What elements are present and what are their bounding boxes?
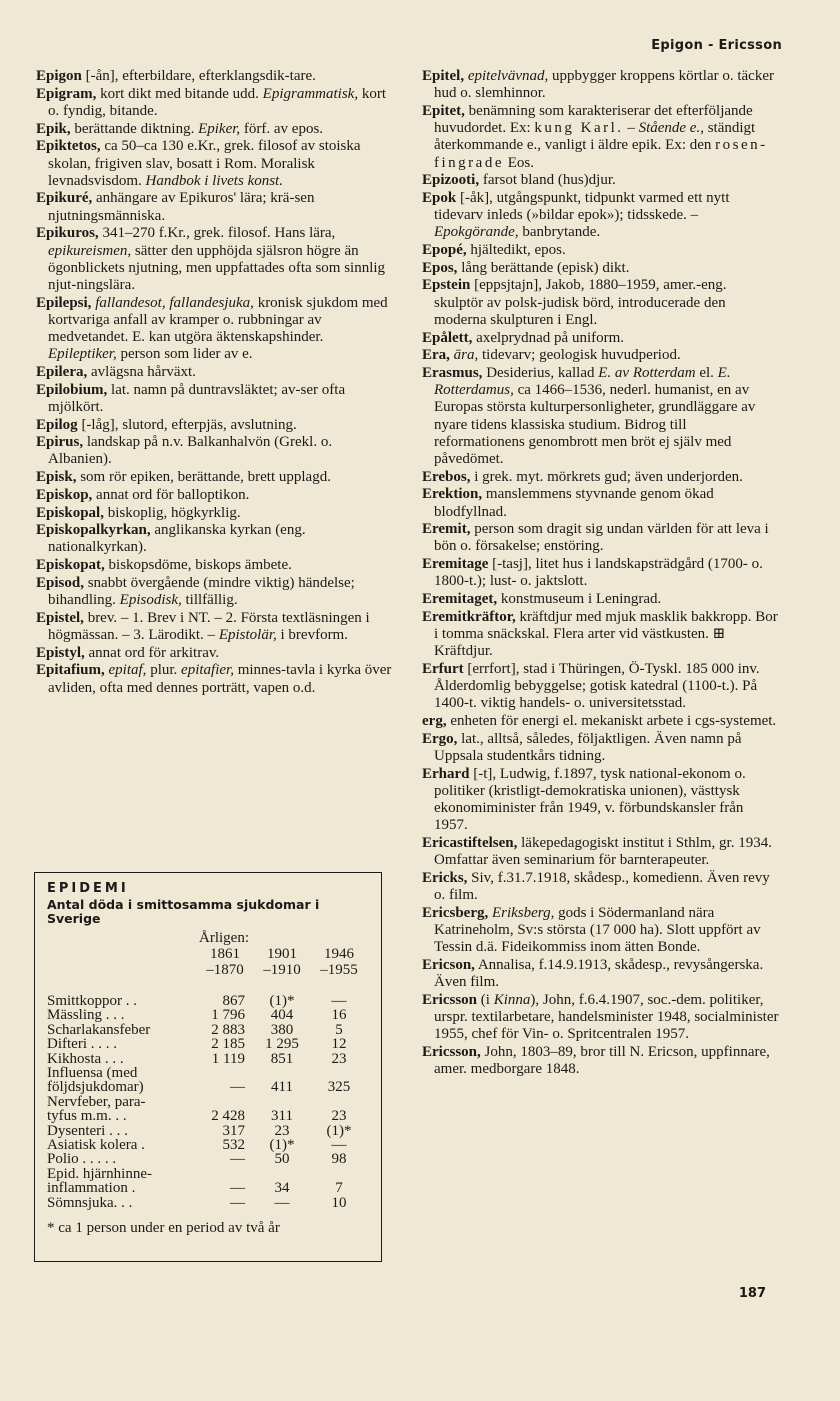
table-row	[47, 1152, 367, 1166]
entry-text: banbrytande.	[518, 224, 601, 241]
disease-name: Influensa (med	[47, 1065, 138, 1082]
entry-text: plur.	[146, 662, 182, 679]
dictionary-entry	[36, 121, 393, 138]
entry-headword: Epålett,	[422, 329, 473, 346]
entry-text: ständigt återkommande e., vanligt i äldre epik. Ex: den	[434, 120, 756, 154]
value-1901-1910	[253, 1095, 311, 1109]
table-row	[47, 1008, 367, 1022]
value-1861-1870: 2 185	[211, 1036, 245, 1053]
disease-name: inflammation .	[47, 1180, 136, 1197]
disease-name: följdsjukdomar)	[47, 1079, 144, 1096]
value-1861-1870: 1 119	[211, 1050, 245, 1067]
disease-name: Mässling . . .	[47, 1007, 125, 1024]
table-row	[47, 1138, 367, 1152]
entry-text: tillfällig.	[181, 592, 238, 609]
entry-headword: Erhard	[422, 765, 470, 782]
entry-text: [-ån], efterbildare, efterklangsdik-tare.	[81, 68, 316, 84]
disease-name: Epid. hjärnhinne-	[47, 1165, 152, 1182]
right-column	[422, 68, 779, 1079]
dictionary-entry	[422, 68, 779, 102]
dictionary-entry	[422, 190, 779, 242]
entry-headword: Epitafium,	[36, 662, 105, 679]
value-1861-1870: —	[230, 1079, 245, 1096]
entry-text: lång berättande (episk) dikt.	[457, 259, 630, 276]
value-1901-1910	[253, 1066, 311, 1080]
entry-headword: Episk,	[36, 469, 77, 486]
dictionary-entry	[36, 575, 393, 609]
disease-name: Dysenteri . . .	[47, 1122, 128, 1139]
dictionary-entry	[422, 172, 779, 189]
period-3-from: 1946	[324, 946, 354, 962]
entry-text: brev. – 1. Brev i NT. – 2. Första textläsningen i högmässan. – 3. Lärodikt. –	[48, 609, 370, 643]
dictionary-entry	[422, 330, 779, 347]
entry-text: [eppsjtajn], Jakob, 1880–1959, amer.-eng. skulptör av polsk-judisk börd, introducerade den moderna skulpturen i Engl.	[434, 277, 727, 328]
entry-text: förf. av epos.	[240, 120, 324, 137]
entry-text: [-åk], utgångspunkt, tidpunkt varmed ett nytt tidevarv inleds (»bildar epok»); tidsskede. –	[434, 189, 730, 224]
entry-italic: epitelvävnad,	[467, 68, 549, 84]
entry-text: snabbt övergående (mindre viktig) händelse; bihandling.	[48, 574, 355, 609]
entry-text: person som lider av e.	[116, 346, 253, 363]
entry-italic: Stående e.,	[638, 120, 704, 137]
entry-text: Eos.	[503, 154, 534, 171]
entry-text: benämning som karakteriserar det efterföljande huvudordet. Ex:	[434, 102, 753, 137]
entry-text: sätter den upphöjda själsron högre än ögonblickets njutning, men uppfattades ofta som sinnlig njut-ningslära.	[48, 242, 386, 293]
entry-text: (i	[477, 991, 494, 1008]
entry-headword: Ergo,	[422, 730, 458, 747]
dictionary-entry	[36, 295, 393, 364]
entry-italic: Epileptiker,	[48, 346, 117, 363]
dictionary-entry	[422, 661, 779, 713]
entry-headword: Ericks,	[422, 869, 468, 886]
entry-italic: āra,	[453, 347, 479, 364]
entry-headword: Epilobium,	[36, 381, 108, 398]
disease-name: tyfus m.m. . .	[47, 1108, 127, 1125]
running-head: Epigon - Ericsson	[651, 38, 782, 53]
entry-headword: Episkopalkyrkan,	[36, 522, 151, 539]
table-row	[47, 1095, 367, 1109]
value-1861-1870: —	[230, 1194, 245, 1211]
entry-headword: Episkop,	[36, 486, 93, 503]
entry-text: enheten för energi el. mekaniskt arbete i cgs-systemet.	[446, 713, 777, 730]
value-1946-1955: 98	[331, 1151, 347, 1168]
period-1-to: –1870	[206, 962, 244, 978]
table-row	[47, 1037, 367, 1051]
entry-headword: Episkopal,	[36, 504, 104, 521]
value-1901-1910: 23	[274, 1122, 290, 1139]
entry-text: 341–270 f.Kr., grek. filosof. Hans lära,	[98, 225, 336, 242]
dictionary-entry	[422, 486, 779, 520]
value-1946-1955: 325	[327, 1079, 351, 1096]
value-1901-1910: 411	[271, 1079, 293, 1096]
entry-text: manslemmens styvnande genom ökad blodfyllnad.	[434, 486, 714, 520]
entry-text: lat. namn på duntravsläktet; av-ser ofta mjölkört.	[48, 381, 346, 415]
entry-spaced: kung Karl.	[534, 120, 624, 137]
value-1901-1910: (1)*	[269, 1137, 295, 1154]
entry-text: [-tasj], litet hus i landskapsträdgård (1700- o. 1800-t.); lust- o. jaktslott.	[434, 556, 763, 590]
disease-name: Polio . . . . .	[47, 1151, 117, 1168]
value-1946-1955: —	[331, 1137, 347, 1154]
entry-text: hjältedikt, epos.	[466, 242, 566, 259]
entry-italic: Epistolär,	[218, 627, 277, 643]
entry-italic: epikureismen,	[48, 242, 132, 259]
entry-italic: Eriksberg,	[491, 904, 555, 921]
dictionary-entry	[36, 86, 393, 120]
value-1946-1955: (1)*	[326, 1122, 352, 1139]
disease-name: Asiatisk kolera .	[47, 1137, 145, 1154]
entry-headword: Epitel,	[422, 68, 465, 84]
dictionary-entry	[422, 713, 779, 730]
entry-text: lat., alltså, således, följaktligen. Även namn på Uppsala studentkårs tidning.	[434, 730, 742, 764]
value-1861-1870: 532	[222, 1137, 245, 1154]
dictionary-entry	[422, 766, 779, 835]
entry-headword: Erfurt	[422, 660, 464, 677]
value-1861-1870	[197, 1095, 253, 1109]
box-title: EPIDEMI	[47, 881, 129, 896]
entry-italic: E. av Rotterdam	[598, 364, 696, 381]
dictionary-entry	[36, 469, 393, 486]
dictionary-entry	[422, 905, 779, 957]
epidemic-table	[47, 994, 367, 1210]
table-row	[47, 994, 367, 1008]
disease-name: Sömnsjuka. . .	[47, 1194, 133, 1211]
value-1946-1955: 23	[331, 1050, 347, 1067]
entry-text: axelprydnad på uniform.	[472, 329, 625, 346]
entry-headword: Era,	[422, 347, 450, 364]
dictionary-entry	[422, 591, 779, 608]
entry-headword: Ericson,	[422, 956, 475, 973]
value-1946-1955: 10	[331, 1194, 347, 1211]
dictionary-entry	[36, 522, 393, 556]
disease-name: Scharlakansfeber	[47, 1021, 151, 1038]
table-row	[47, 1167, 367, 1181]
dictionary-entry	[422, 469, 779, 486]
entry-italic: epitafier,	[181, 662, 234, 679]
entry-headword: Epstein	[422, 277, 471, 294]
entry-headword: Epikuros,	[36, 225, 99, 242]
entry-text: Siv, f.31.7.1918, skådesp., komedienn. Även revy o. film.	[434, 869, 770, 904]
dictionary-entry	[422, 103, 779, 172]
entry-headword: Ericastiftelsen,	[422, 834, 518, 851]
entry-text: tidevarv; geologisk huvudperiod.	[478, 347, 681, 364]
entry-text: ⊞ Kräftdjur.	[434, 626, 726, 660]
dictionary-entry	[36, 225, 393, 294]
entry-italic: Kinna	[493, 991, 531, 1008]
dictionary-entry	[36, 364, 393, 381]
value-1946-1955: 16	[331, 1007, 347, 1024]
entry-headword: Eremitaget,	[422, 591, 498, 608]
value-1901-1910	[253, 1167, 311, 1181]
dictionary-entry	[36, 382, 393, 416]
entry-text: –	[623, 120, 639, 137]
value-1861-1870	[197, 1167, 253, 1181]
disease-name: Kikhosta . . .	[47, 1050, 124, 1067]
entry-headword: Episkopat,	[36, 557, 105, 574]
disease-name: Smittkoppor . .	[47, 993, 138, 1009]
dictionary-entry	[36, 138, 393, 190]
entry-headword: Eremit,	[422, 521, 471, 538]
entry-text: [-t], Ludwig, f.1897, tysk national-ekonom o. politiker (kristligt-demokratiska unionen), västtysk ekonomiminister från 1949, v. förbundskansler från 1957.	[434, 765, 746, 834]
value-1946-1955: 5	[335, 1021, 343, 1038]
dictionary-entry	[36, 434, 393, 468]
entry-text: uppbygger kroppens körtlar o. täcker hud o. slemhinnor.	[434, 68, 774, 102]
dictionary-entry	[36, 505, 393, 522]
value-1901-1910: 34	[274, 1180, 290, 1197]
entry-text: ca 50–ca 130 e.Kr., grek. filosof av stoiska skolan, frigiven slav, bosatt i Rom. Moralisk levnadsvisdom.	[48, 138, 361, 189]
entry-italic: Episodisk,	[119, 592, 182, 609]
entry-headword: Epistyl,	[36, 644, 85, 661]
entry-text: ), John, f.6.4.1907, soc.-dem. politiker, urspr. textilarbetare, handelsminister 1948, socialminister 1955, chef för Vin- o. Spritcentralen 1957.	[434, 991, 779, 1043]
entry-headword: Epigram,	[36, 85, 97, 102]
table-row	[47, 1023, 367, 1037]
entry-text: [errfort], stad i Thüringen, Ö-Tyskl. 185 000 inv. Ålderdomlig bebyggelse; gotisk katedral (1100-t.). På 1400-t. viktig handels- o. universitetsstad.	[434, 660, 760, 712]
entry-italic: Epiker,	[198, 120, 241, 137]
dictionary-entry	[36, 645, 393, 662]
box-column-header	[47, 930, 371, 978]
value-1861-1870: 867	[222, 993, 245, 1009]
entry-text: kort dikt med bitande udd.	[96, 85, 263, 102]
epidemic-table-box	[34, 872, 382, 1262]
entry-italic: epitaf,	[108, 662, 147, 679]
dictionary-entry	[36, 487, 393, 504]
entry-headword: Erektion,	[422, 486, 483, 503]
entry-headword: Epitet,	[422, 102, 465, 119]
entry-text: kronisk sjukdom med kortvariga anfall av kramper o. rubbningar av medvetandet. E. kan utgöra äktenskapshinder.	[48, 294, 388, 346]
table-row	[47, 1052, 367, 1066]
entry-text: annat ord för arkitrav.	[84, 644, 220, 661]
entry-text: anhängare av Epikuros' lära; krä-sen njutningsmänniska.	[48, 190, 315, 224]
table-row	[47, 1196, 367, 1210]
left-column	[36, 68, 393, 697]
value-1901-1910: 404	[270, 1007, 294, 1024]
table-row	[47, 1124, 367, 1138]
dictionary-entry	[36, 68, 393, 85]
dictionary-entry	[422, 992, 779, 1044]
disease-name: Difteri . . . .	[47, 1036, 117, 1053]
value-1901-1910: 50	[274, 1151, 290, 1168]
dictionary-entry	[422, 1044, 779, 1078]
dictionary-entry	[36, 662, 393, 696]
entry-text: annat ord för balloptikon.	[92, 486, 250, 503]
value-1946-1955	[311, 1066, 367, 1080]
value-1901-1910: 851	[270, 1050, 294, 1067]
value-1861-1870: 317	[222, 1122, 245, 1139]
entry-text: kräftdjur med mjuk masklik bakkropp. Bor i tomma snäckskal. Flera arter vid västkusten.	[434, 608, 778, 642]
entry-text: [-låg], slutord, efterpjäs, avslutning.	[77, 416, 297, 433]
entry-headword: Epilera,	[36, 363, 88, 380]
entry-headword: Eremitage	[422, 556, 489, 573]
dictionary-entry	[422, 521, 779, 555]
dictionary-entry	[422, 957, 779, 991]
entry-headword: Epigon	[36, 68, 82, 84]
dictionary-entry	[36, 417, 393, 434]
dictionary-entry	[422, 242, 779, 259]
value-1861-1870: 2 883	[211, 1021, 245, 1038]
dictionary-entry	[422, 347, 779, 364]
entry-headword: Epizooti,	[422, 172, 480, 189]
entry-headword: Ericsberg,	[422, 904, 489, 921]
entry-text: konstmuseum i Leningrad.	[497, 591, 662, 608]
box-footnote: * ca 1 person under en period av två år	[47, 1220, 280, 1237]
entry-text: kort o. fyndig, bitande.	[48, 85, 386, 119]
entry-headword: Epilepsi,	[36, 294, 92, 311]
value-1946-1955: 7	[335, 1180, 343, 1197]
period-3-to: –1955	[320, 962, 358, 978]
table-row	[47, 1066, 367, 1080]
entry-italic: Epokgörande,	[434, 224, 519, 241]
entry-headword: Epistel,	[36, 609, 84, 626]
dictionary-entry	[422, 609, 779, 661]
entry-text: farsot bland (hus)djur.	[479, 172, 616, 189]
value-1901-1910: —	[274, 1194, 290, 1211]
period-2-to: –1910	[263, 962, 301, 978]
entry-text: gods i Södermanland nära Katrineholm, Sv:s största (17 000 ha). Slott uppfört av Tessin d.ä. Fideikommiss inom ätten Bonde.	[434, 904, 761, 956]
entry-headword: Ericsson	[422, 991, 478, 1008]
entry-headword: Ericsson,	[422, 1043, 481, 1060]
dictionary-entry	[36, 610, 393, 644]
entry-text: läkepedagogiskt institut i Sthlm, gr. 1934. Omfattar även seminarium för barnterapeuter.	[434, 834, 772, 869]
dictionary-entry	[422, 556, 779, 590]
entry-headword: Epilog	[36, 416, 78, 433]
entry-text: person som dragit sig undan världen för att leva i bön o. försakelse; enstöring.	[434, 521, 769, 555]
entry-text: i brevform.	[276, 627, 348, 643]
entry-italic: Epigrammatisk,	[262, 85, 359, 102]
entry-text: John, 1803–89, bror till N. Ericson, uppfinnare, amer. medborgare 1848.	[434, 1043, 770, 1078]
entry-text: minnes-tavla i kyrka över avliden, ofta med dennes porträtt, vapen o.d.	[48, 662, 392, 696]
entry-text: avlägsna hårväxt.	[87, 363, 196, 380]
value-1861-1870: —	[230, 1180, 245, 1197]
entry-headword: erg,	[422, 713, 447, 730]
entry-italic: fallandesot, fallandesjuka,	[95, 294, 254, 311]
dictionary-entry	[422, 870, 779, 904]
dictionary-entry	[36, 557, 393, 574]
entry-text: i grek. myt. mörkrets gud; även underjorden.	[470, 468, 743, 485]
value-1901-1910: 1 295	[265, 1036, 299, 1053]
value-1901-1910: (1)*	[269, 993, 295, 1009]
entry-headword: Epos,	[422, 259, 458, 276]
entry-text: biskopsdöme, biskops ämbete.	[104, 557, 292, 574]
value-1861-1870: 2 428	[211, 1108, 245, 1125]
value-1946-1955: —	[331, 993, 347, 1009]
entry-headword: Episod,	[36, 574, 84, 591]
entry-text: anglikanska kyrkan (eng. nationalkyrkan).	[48, 522, 306, 556]
entry-text: Annalisa, f.14.9.1913, skådesp., revysångerska. Även film.	[434, 956, 764, 991]
entry-text: biskoplig, högkyrklig.	[103, 504, 241, 521]
period-2-from: 1901	[267, 946, 297, 962]
dictionary-entry	[422, 277, 779, 329]
entry-text: landskap på n.v. Balkanhalvön (Grekl. o. Albanien).	[48, 434, 333, 468]
dictionary-entry	[422, 835, 779, 869]
table-row	[47, 1181, 367, 1195]
value-1946-1955: 23	[331, 1108, 347, 1125]
box-subtitle: Antal döda i smittosamma sjukdomar i Sverige	[47, 897, 320, 926]
value-1946-1955	[311, 1167, 367, 1181]
entry-text: som rör epiken, berättande, brett upplagd.	[76, 469, 331, 486]
entry-italic: E. Rotterdamus,	[434, 364, 731, 399]
value-1901-1910: 380	[270, 1021, 294, 1038]
period-1-from: 1861	[210, 946, 240, 962]
entry-text: berättande diktning.	[70, 120, 199, 137]
entry-headword: Epik,	[36, 120, 71, 137]
entry-headword: Epikuré,	[36, 190, 93, 207]
yearly-label: Årligen:	[199, 930, 249, 946]
value-1946-1955	[311, 1095, 367, 1109]
dictionary-entry	[422, 260, 779, 277]
page-number: 187	[738, 1286, 766, 1301]
entry-spaced: rosen-fingrade	[434, 137, 768, 171]
table-row	[47, 1109, 367, 1123]
entry-text: el.	[695, 364, 718, 381]
value-1861-1870	[197, 1066, 253, 1080]
entry-headword: Epok	[422, 189, 457, 206]
entry-headword: Eremitkräftor,	[422, 608, 516, 625]
value-1861-1870: —	[230, 1151, 245, 1168]
entry-text: Desiderius, kallad	[482, 364, 599, 381]
value-1861-1870: 1 796	[211, 1007, 245, 1024]
value-1901-1910: 311	[271, 1108, 293, 1125]
entry-headword: Erasmus,	[422, 364, 483, 381]
entry-headword: Epiktetos,	[36, 138, 101, 155]
disease-name: Nervfeber, para-	[47, 1093, 146, 1110]
dictionary-entry	[422, 365, 779, 468]
dictionary-entry	[36, 190, 393, 224]
table-row	[47, 1080, 367, 1094]
entry-headword: Epopé,	[422, 242, 467, 259]
value-1946-1955: 12	[331, 1036, 347, 1053]
dictionary-entry	[422, 731, 779, 765]
entry-italic: Handbok i livets konst.	[145, 172, 283, 189]
entry-headword: Epirus,	[36, 434, 84, 451]
entry-text: ca 1466–1536, nederl. humanist, en av Europas största kulturpersonligheter, grundläggare av nyare tidens klassiska studium. Bidrog till reformationens genombrott men bröt ej själv med påvedömet.	[434, 382, 756, 467]
entry-headword: Erebos,	[422, 468, 471, 485]
